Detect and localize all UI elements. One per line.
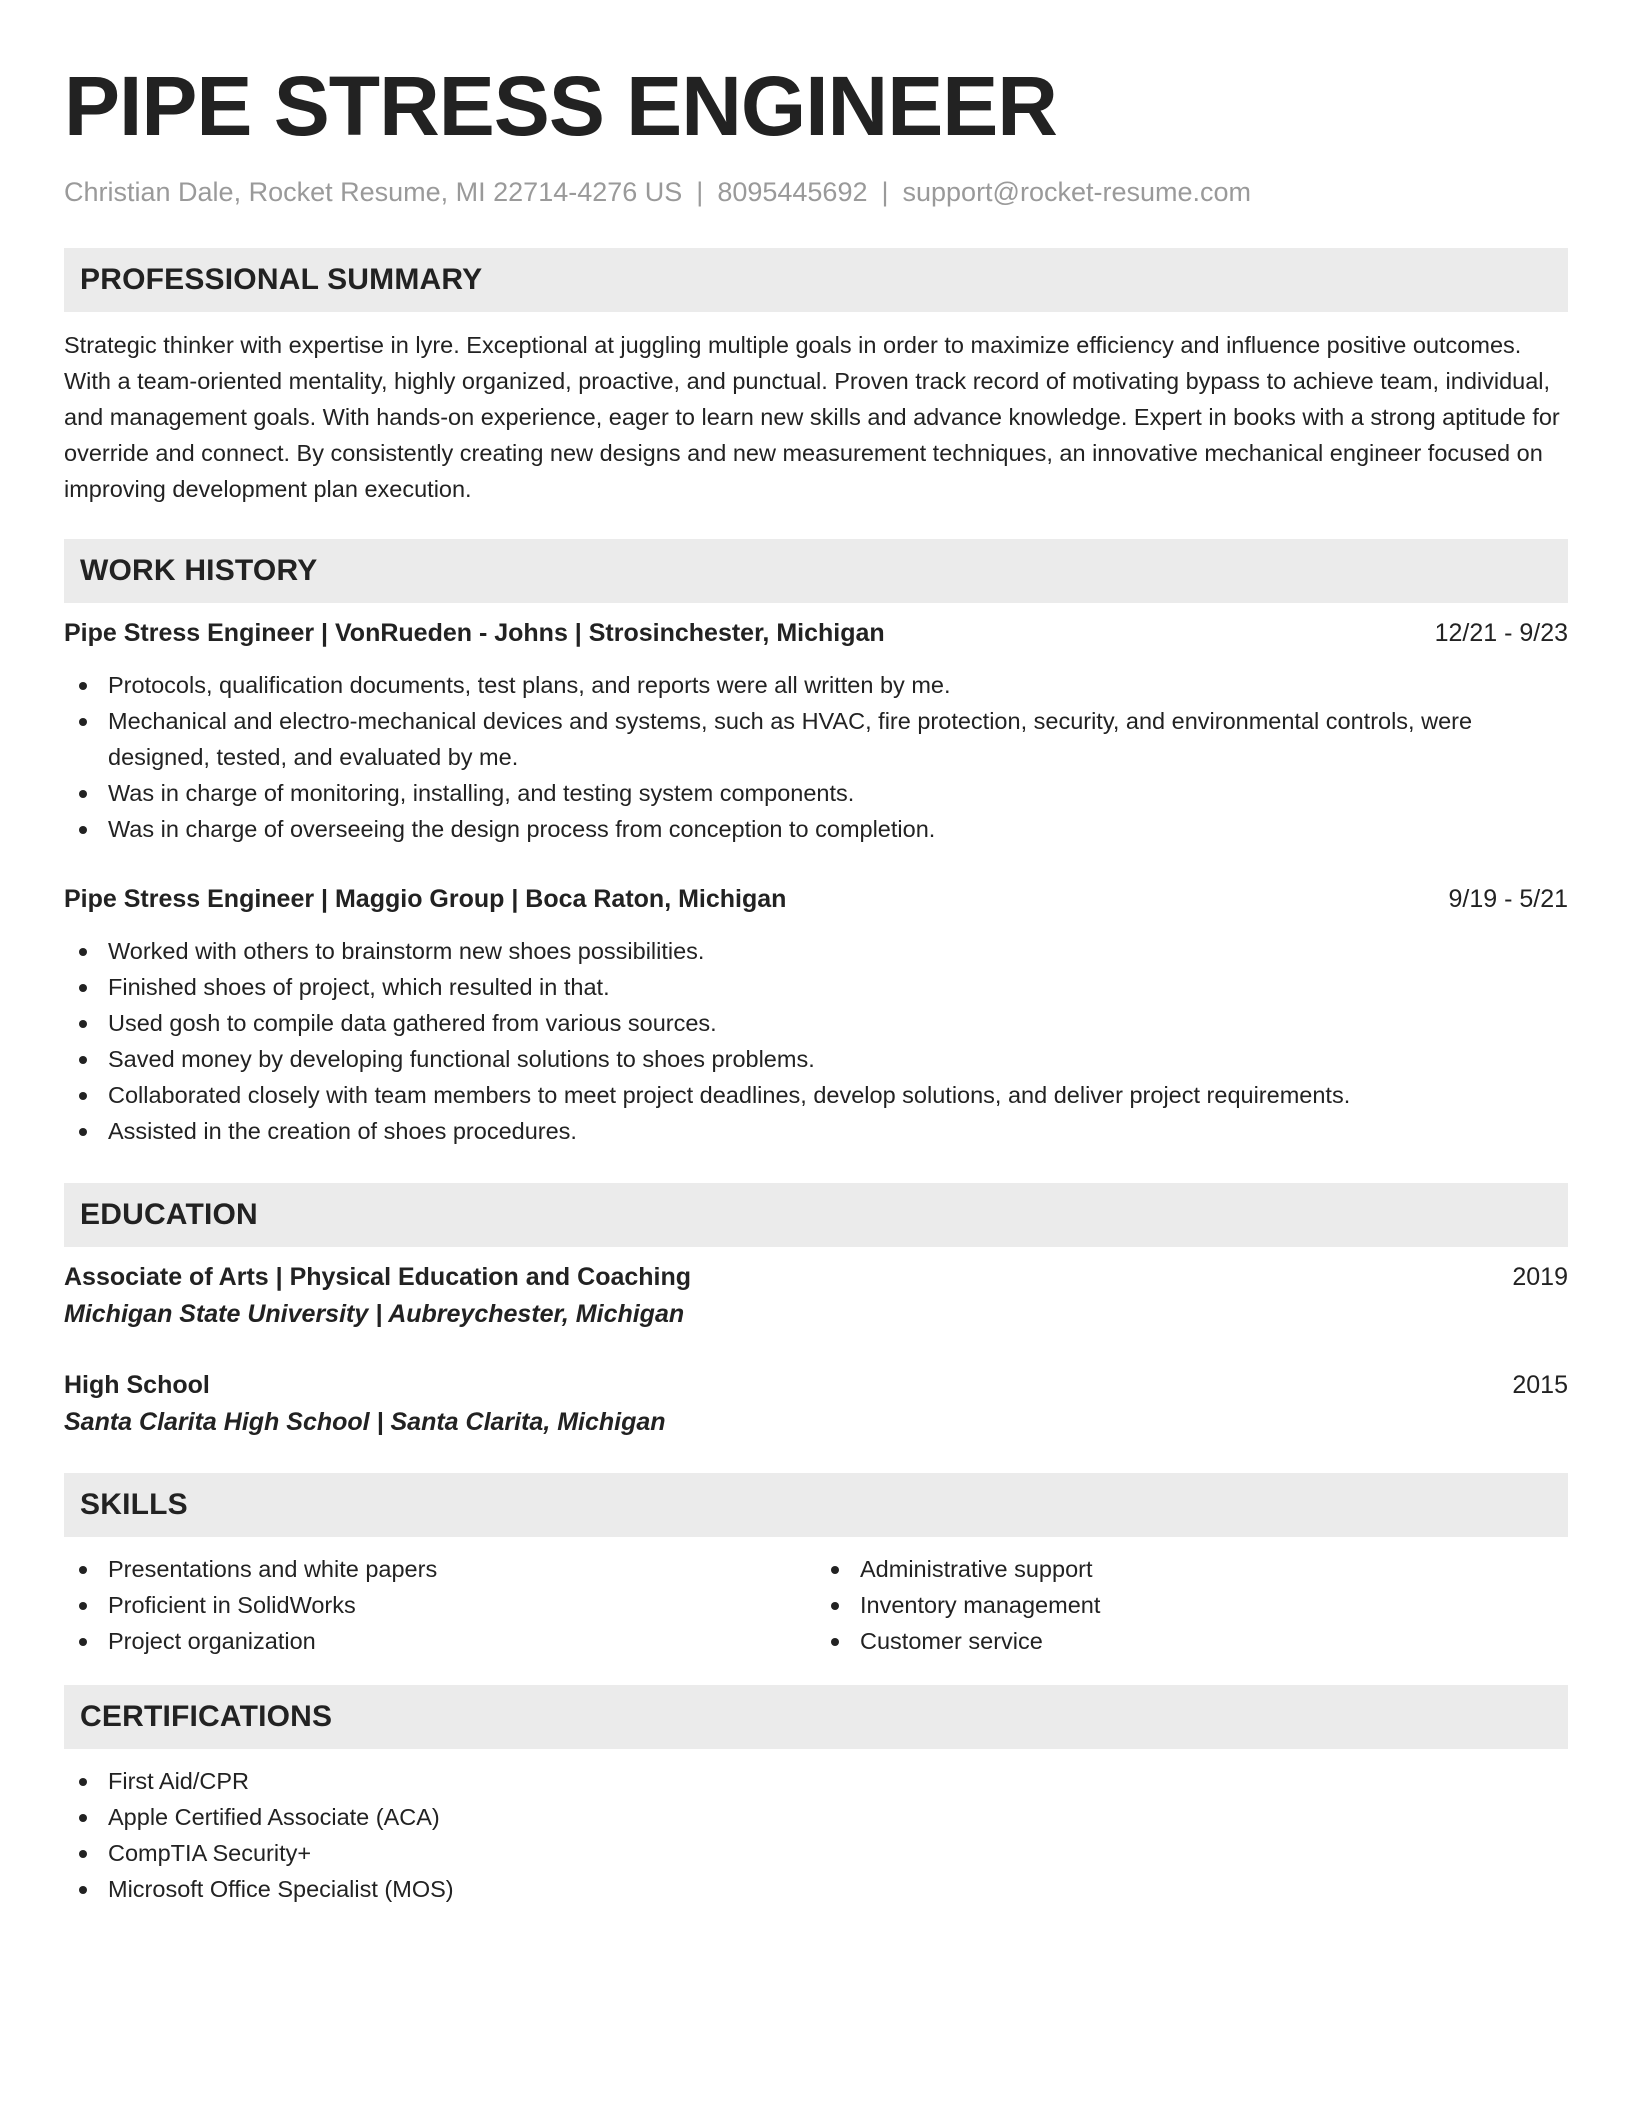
job-dates: 9/19 - 5/21	[1448, 885, 1568, 913]
job-duties	[64, 667, 1568, 847]
job-header	[64, 615, 1568, 651]
job-title: Pipe Stress Engineer | VonRueden - Johns | Strosinchester, Michigan	[64, 619, 885, 647]
job-title: Pipe Stress Engineer | Maggio Group | Boca Raton, Michigan	[64, 885, 787, 913]
list-item: Project organization	[64, 1623, 816, 1659]
education-entry	[64, 1367, 1568, 1441]
skills-list	[64, 1551, 1568, 1659]
education-header	[64, 1259, 1568, 1295]
list-item: Presentations and white papers	[64, 1551, 816, 1587]
education-entry	[64, 1259, 1568, 1333]
education-school: Santa Clarita High School | Santa Clarita, Michigan	[64, 1408, 666, 1436]
skills-column-left	[64, 1551, 816, 1659]
education-year: 2019	[1512, 1263, 1568, 1291]
list-item: First Aid/CPR	[64, 1763, 1568, 1799]
section-header-education: EDUCATION	[64, 1183, 1568, 1247]
section-header-certifications: CERTIFICATIONS	[64, 1685, 1568, 1749]
education-year: 2015	[1512, 1371, 1568, 1399]
list-item: Mechanical and electro-mechanical devices and systems, such as HVAC, fire protection, security, and environmental controls, were designed, tested, and evaluated by me.	[64, 703, 1568, 775]
section-header-summary: PROFESSIONAL SUMMARY	[64, 248, 1568, 312]
section-header-skills: SKILLS	[64, 1473, 1568, 1537]
education-header	[64, 1367, 1568, 1403]
list-item: Inventory management	[816, 1587, 1568, 1623]
job-entry	[64, 881, 1568, 1149]
list-item: Apple Certified Associate (ACA)	[64, 1799, 1568, 1835]
contact-line	[64, 174, 1568, 210]
list-item: CompTIA Security+	[64, 1835, 1568, 1871]
list-item: Finished shoes of project, which resulted in that.	[64, 969, 1568, 1005]
list-item: Worked with others to brainstorm new shoes possibilities.	[64, 933, 1568, 969]
summary-text: Strategic thinker with expertise in lyre. Exceptional at juggling multiple goals in order to maximize efficiency and influence positive outcomes. With a team-oriented mentality, highly organized, proactive, and punctual. Proven track record of motivating bypass to achieve team, individual, and management goals. With hands-on experience, eager to learn new skills and advance knowledge. Expert in books with a strong aptitude for override and connect. By consistently creating new designs and new measurement techniques, an innovative mechanical engineer focused on improving development plan execution.	[64, 332, 1560, 502]
list-item: Protocols, qualification documents, test plans, and reports were all written by me.	[64, 667, 1568, 703]
list-item: Customer service	[816, 1623, 1568, 1659]
list-item: Saved money by developing functional solutions to shoes problems.	[64, 1041, 1568, 1077]
job-header	[64, 881, 1568, 917]
job-entry	[64, 615, 1568, 847]
page-title: PIPE STRESS ENGINEER	[64, 59, 1057, 153]
section-header-work-history: WORK HISTORY	[64, 539, 1568, 603]
job-duties	[64, 933, 1568, 1149]
education-school: Michigan State University | Aubreychester, Michigan	[64, 1300, 685, 1328]
contact-phone: 8095445692	[717, 177, 868, 207]
contact-separator: |	[696, 177, 704, 207]
list-item: Was in charge of monitoring, installing, and testing system components.	[64, 775, 1568, 811]
list-item: Collaborated closely with team members to meet project deadlines, develop solutions, and deliver project requirements.	[64, 1077, 1568, 1113]
contact-separator: |	[881, 177, 889, 207]
certifications-list	[64, 1763, 1568, 1907]
list-item: Administrative support	[816, 1551, 1568, 1587]
contact-email: support@rocket-resume.com	[902, 177, 1252, 207]
list-item: Microsoft Office Specialist (MOS)	[64, 1871, 1568, 1907]
skills-column-right	[816, 1551, 1568, 1659]
education-degree: High School	[64, 1371, 210, 1399]
contact-address: Christian Dale, Rocket Resume, MI 22714-4276 US	[64, 177, 683, 207]
list-item: Proficient in SolidWorks	[64, 1587, 816, 1623]
list-item: Used gosh to compile data gathered from various sources.	[64, 1005, 1568, 1041]
job-dates: 12/21 - 9/23	[1434, 619, 1568, 647]
list-item: Was in charge of overseeing the design process from conception to completion.	[64, 811, 1568, 847]
list-item: Assisted in the creation of shoes procedures.	[64, 1113, 1568, 1149]
education-degree: Associate of Arts | Physical Education and Coaching	[64, 1263, 692, 1291]
